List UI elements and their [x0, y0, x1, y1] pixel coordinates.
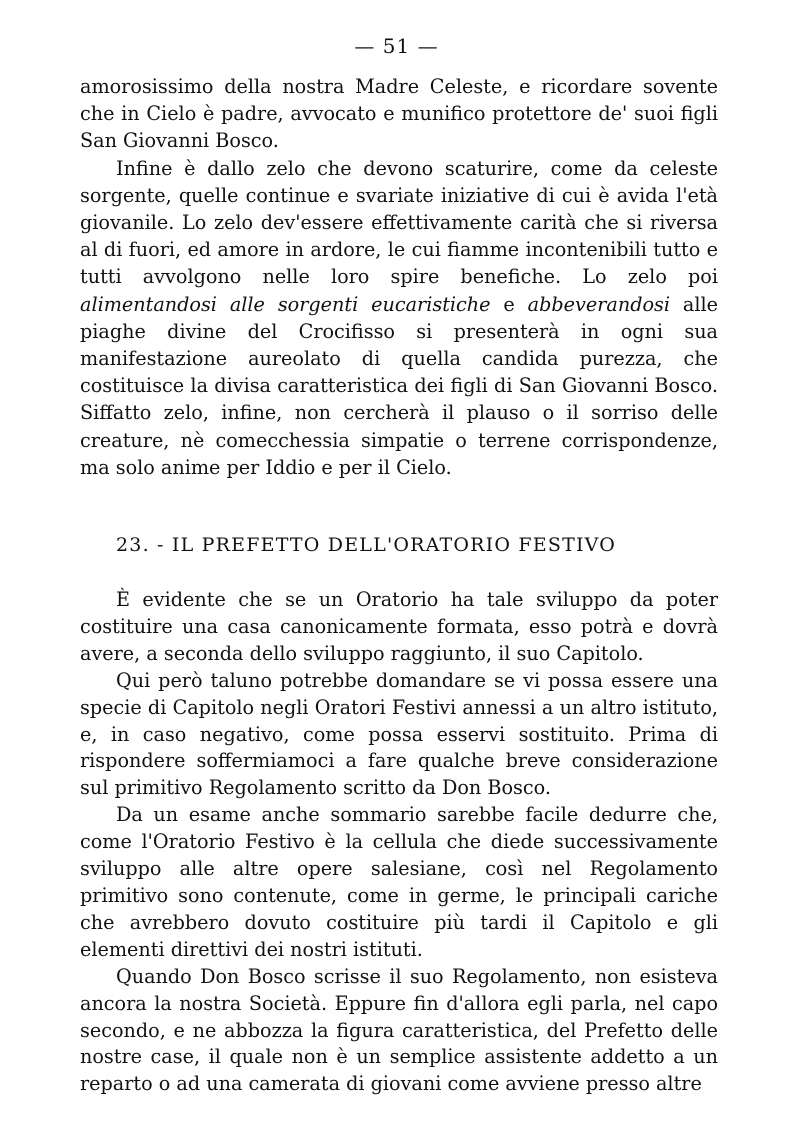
text-block-top — [80, 73, 718, 481]
section-heading: 23. - IL PREFETTO DELL'ORATORIO FESTIVO — [116, 534, 617, 556]
paragraph — [80, 155, 718, 481]
paragraph: Da un esame anche sommario sarebbe facile dedurre che, come l'Oratorio Festivo è la cellula che diede successivamente sviluppo alle altre opere salesiane, così nel Regolamento primitivo sono contenute, come in germe, le principali cariche che avrebbero dovuto costituire più tardi il Capitolo e gli elementi direttivi dei nostri istituti. — [80, 803, 718, 961]
paragraph-text: Infine è dallo zelo che devono scaturire, come da celeste sorgente, quelle continue e svariate iniziative di cui è avida l'età giovanile. Lo zelo dev'essere effettivamente carità che si riversa al di fuori, ed amore in ardore, le cui fiamme incontenibili tutto e tutti avvolgono nelle loro spire benefiche. Lo zelo poi — [80, 156, 718, 289]
italic-phrase: alimentandosi alle sorgenti eucaristiche — [80, 292, 491, 316]
paragraph: È evidente che se un Oratorio ha tale sviluppo da poter costituire una casa canonicamente formata, esso potrà e dovrà avere, a seconda dello sviluppo raggiunto, il suo Capitolo. — [80, 588, 718, 665]
paragraph: amorosissimo della nostra Madre Celeste, e ricordare sovente che in Cielo è padre, avvocato e munifico protettore de' suoi figli San Giovanni Bosco. — [80, 75, 718, 153]
page-number: — 51 — — [354, 34, 439, 58]
text-block-bottom — [80, 587, 718, 1098]
paragraph: Quando Don Bosco scrisse il suo Regolamento, non esisteva ancora la nostra Società. Eppure fin d'allora egli parla, nel capo secondo, e ne abbozza la figura caratteristica, del Prefetto delle nostre case, il quale non è un semplice assistente addetto a un reparto o ad una camerata di giovani come avviene presso altre — [80, 964, 718, 1096]
paragraph-text: e — [490, 292, 528, 316]
italic-phrase: abbeverandosi — [527, 292, 671, 316]
paragraph-text: alle piaghe divine del Crocifisso si presenterà in ogni sua manifestazione aureolato di quella candida purezza, che costituisce la divisa caratteristica dei figli di San Giovanni Bosco. Siffatto zelo, infine, non cercherà il plauso o il sorriso delle creature, nè comecchessia simpatie o terrene corrispondenze, ma solo anime per Iddio e per il Cielo. — [80, 292, 718, 479]
paragraph: Qui però taluno potrebbe domandare se vi possa essere una specie di Capitolo negli Oratori Festivi annessi a un altro istituto, e, in caso negativo, come possa esservi sostituito. Prima di rispondere soffermiamoci a fare qualche breve considerazione sul primitivo Regolamento scritto da Don Bosco. — [80, 668, 718, 800]
